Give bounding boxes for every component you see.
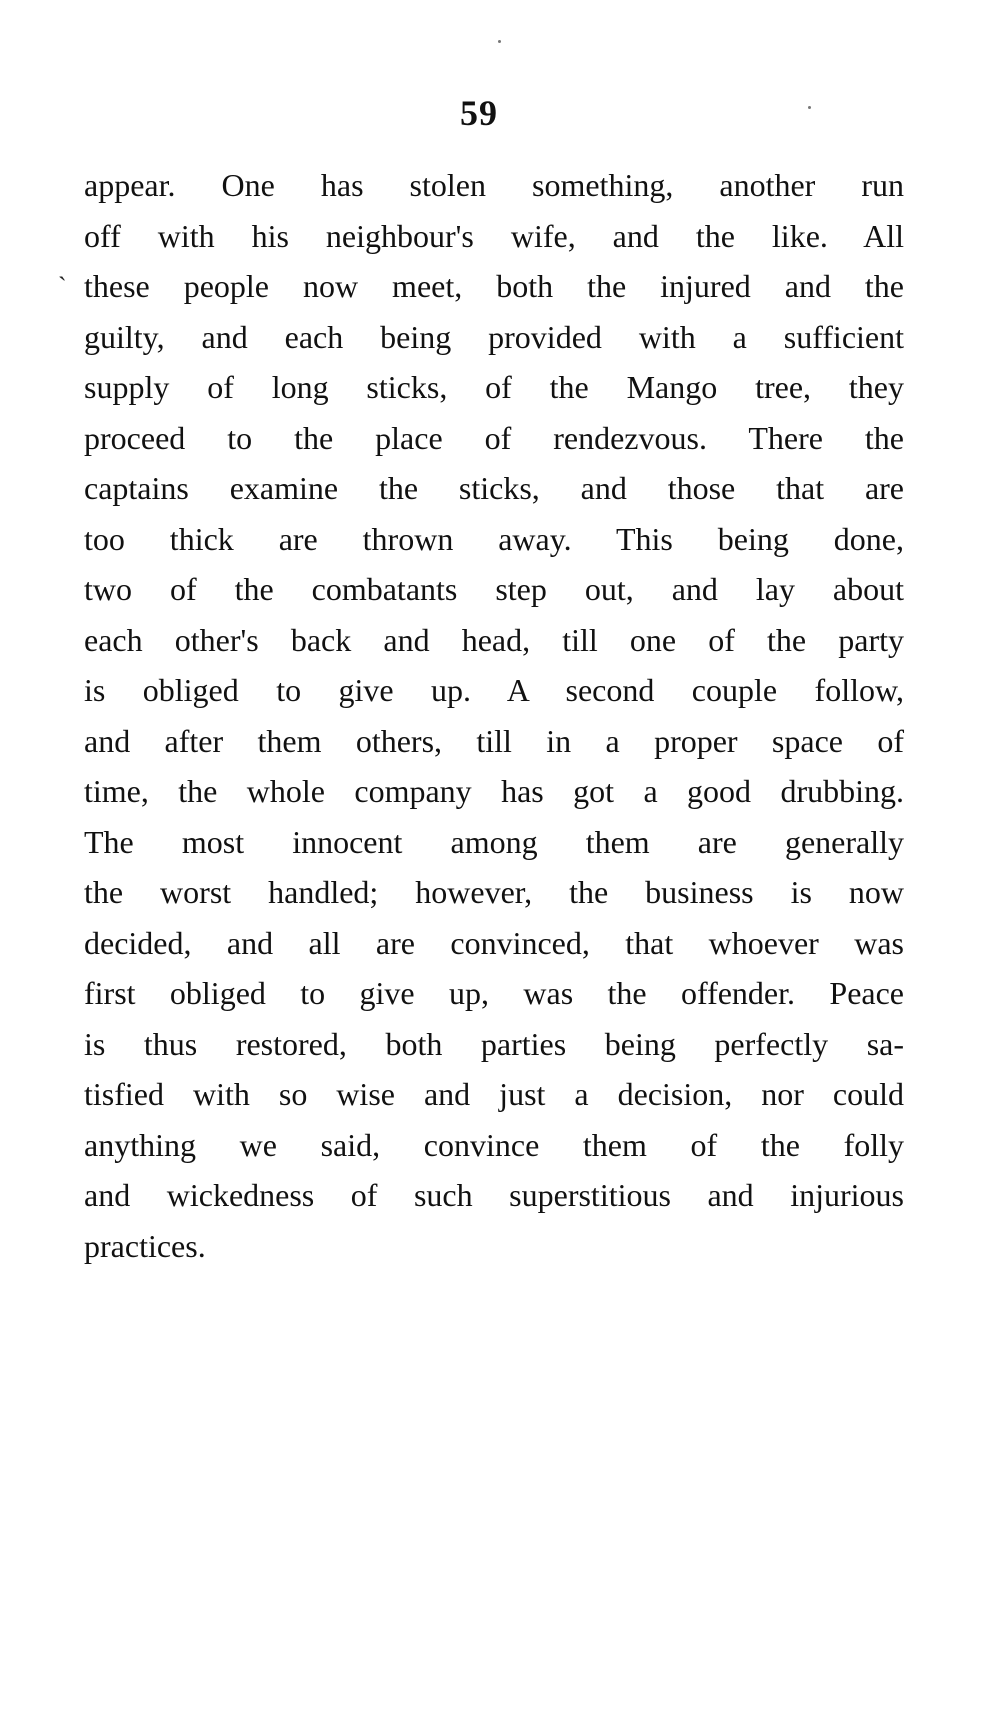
body-text	[84, 160, 904, 1271]
text-line: the worst handled; however, the business is now	[84, 874, 904, 910]
text-line: these people now meet, both the injured and the	[84, 268, 904, 304]
print-speck	[498, 40, 501, 43]
margin-mark: ˏ	[58, 252, 67, 281]
text-line: two of the combatants step out, and lay about	[84, 571, 904, 607]
text-line: too thick are thrown away. This being done,	[84, 520, 904, 557]
text-line: decided, and all are convinced, that whoever was	[84, 924, 904, 961]
text-line: supply of long sticks, of the Mango tree, they	[84, 369, 904, 405]
text-line: time, the whole company has got a good drubbing.	[84, 773, 904, 809]
text-line: guilty, and each being provided with a sufficient	[84, 318, 904, 355]
text-line: appear. One has stolen something, another run	[84, 167, 904, 203]
text-line: practices.	[84, 1227, 206, 1264]
text-line: off with his neighbour's wife, and the like. All	[84, 217, 904, 254]
text-line: is obliged to give up. A second couple follow,	[84, 672, 904, 708]
text-line: first obliged to give up, was the offender. Peace	[84, 975, 904, 1011]
text-line: is thus restored, both parties being perfectly sa-	[84, 1025, 904, 1062]
page-number: 59	[460, 93, 498, 133]
text-line: and wickedness of such superstitious and injurious	[84, 1177, 904, 1213]
text-line: captains examine the sticks, and those that are	[84, 470, 904, 506]
text-line: proceed to the place of rendezvous. There the	[84, 419, 904, 456]
text-line: and after them others, till in a proper space of	[84, 722, 904, 759]
text-line: tisfied with so wise and just a decision, nor could	[84, 1076, 904, 1112]
text-line: each other's back and head, till one of the party	[84, 621, 904, 658]
text-line: anything we said, convince them of the folly	[84, 1126, 904, 1163]
print-speck	[808, 106, 811, 109]
text-line: The most innocent among them are generally	[84, 823, 904, 860]
